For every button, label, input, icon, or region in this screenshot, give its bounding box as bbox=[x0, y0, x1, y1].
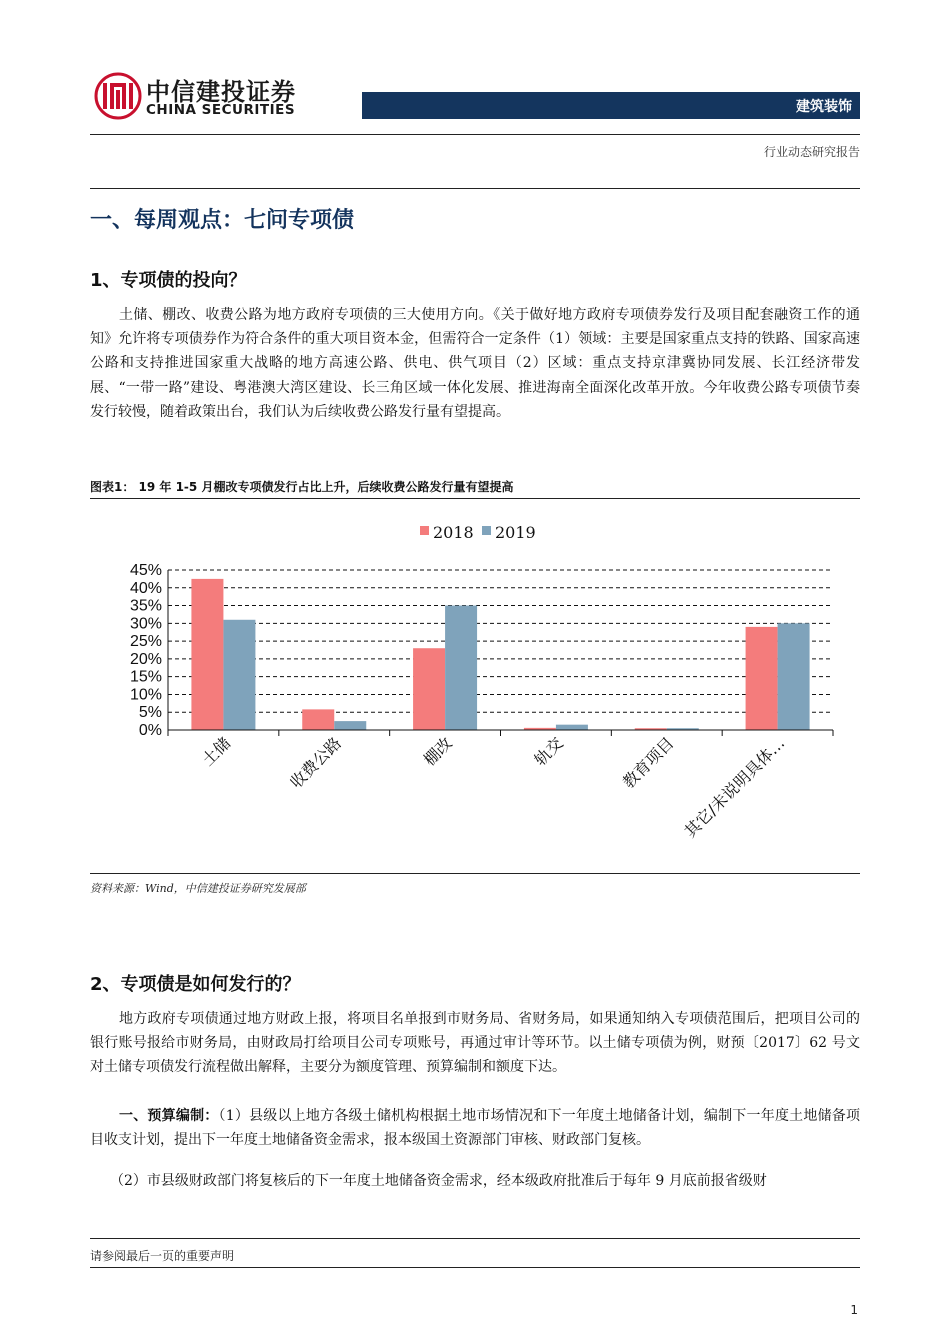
company-name-cn: 中信建投证券 bbox=[146, 78, 296, 106]
legend-label-2018: 2018 bbox=[433, 523, 474, 542]
chart-bars bbox=[191, 579, 809, 730]
figure-source: 资料来源：Wind，中信建投证券研究发展部 bbox=[90, 882, 306, 895]
y-tick-label: 20% bbox=[129, 650, 162, 668]
company-name-en: CHINA SECURITIES bbox=[146, 102, 296, 118]
bar-2018-2 bbox=[413, 648, 445, 730]
y-tick-label: 30% bbox=[129, 615, 162, 633]
footer-rule-top bbox=[90, 1238, 860, 1239]
x-category-label: 其它/未说明具体… bbox=[680, 733, 789, 842]
chart-legend bbox=[420, 523, 536, 542]
header-divider-bottom bbox=[90, 188, 860, 189]
x-category-label: 土储 bbox=[198, 733, 235, 770]
report-type: 行业动态研究报告 bbox=[763, 145, 860, 159]
bar-2018-5 bbox=[746, 627, 778, 730]
chart-gridlines bbox=[168, 570, 833, 712]
budget-label: 一、预算编制： bbox=[119, 1108, 219, 1124]
company-logo bbox=[94, 70, 304, 126]
y-tick-label: 15% bbox=[129, 668, 162, 686]
footer-rule-bottom bbox=[90, 1267, 860, 1268]
y-tick-label: 45% bbox=[129, 562, 162, 579]
y-tick-label: 0% bbox=[138, 722, 162, 739]
bar-2019-1 bbox=[334, 721, 366, 730]
question-1-paragraph: 土储、棚改、收费公路为地方政府专项债的三大使用方向。《关于做好地方政府专项债券发行及项目配套融资工作的通知》允许将专项债券作为符合条件的重大项目资本金，但需符合一定条件（1）领域：主要是国家重点支持的铁路、国家高速公路和支持推进国家重大战略的地方高速公路、供电、供气项目（2）区域：重点支持京津冀协同发展、长江经济带发展、“一带一路”建设、粤港澳大湾区建设、长三角区域一体化发展、推进海南全面深化改革开放。今年收费公路专项债节奏发行较慢，随着政策出台，我们认为后续收费公路发行量有望提高。 bbox=[90, 307, 860, 420]
y-tick-label: 40% bbox=[129, 579, 162, 597]
chart-x-axis bbox=[168, 730, 833, 841]
bar-2019-5 bbox=[778, 623, 810, 730]
question-2-paragraph-1: 地方政府专项债通过地方财政上报，将项目名单报到市财务局、省财务局，如果通知纳入专项债范围后，把项目公司的银行账号报给市财务局，由财政局打给项目公司专项账号，再通过审计等环节。以土储专项债为例，财预〔2017〕62 号文对土储专项债发行流程做出解释，主要分为额度管理、预算编制和额度下达。 bbox=[90, 1011, 860, 1076]
industry-banner bbox=[362, 92, 860, 119]
question-2-title: 2、专项债是如何发行的？ bbox=[90, 974, 301, 995]
figure-bottom-rule bbox=[90, 873, 860, 874]
question-1-title: 1、专项债的投向？ bbox=[90, 270, 247, 291]
x-category-label: 棚改 bbox=[419, 733, 456, 770]
section-title: 一、每周观点：七问专项债 bbox=[90, 208, 355, 233]
x-category-label: 教育项目 bbox=[618, 733, 678, 793]
bar-2019-2 bbox=[445, 606, 477, 730]
budget-text: （1）县级以上地方各级土储机构根据土地市场情况和下一年度土地储备计划，编制下一年度土地储备项目收支计划，提出下一年度土地储备资金需求，报本级国土资源部门审核、财政部门复核。 bbox=[90, 1108, 861, 1149]
figure-caption: 图表1： 19 年 1-5 月棚改专项债发行占比上升，后续收费公路发行量有望提高 bbox=[90, 480, 514, 494]
chart-y-axis bbox=[130, 562, 168, 739]
page-number: 1 bbox=[850, 1303, 858, 1317]
y-tick-label: 35% bbox=[129, 597, 162, 615]
bar-chart bbox=[90, 508, 860, 873]
header-divider bbox=[90, 134, 860, 135]
citic-logo-icon bbox=[94, 70, 142, 122]
bar-2018-0 bbox=[191, 579, 223, 730]
industry-label: 建筑装饰 bbox=[796, 99, 852, 115]
bar-2019-0 bbox=[223, 620, 255, 730]
legend-swatch-2018 bbox=[420, 526, 429, 535]
legend-label-2019: 2019 bbox=[495, 523, 536, 542]
footer-disclaimer: 请参阅最后一页的重要声明 bbox=[90, 1249, 235, 1263]
x-category-label: 轨交 bbox=[530, 733, 567, 770]
y-tick-label: 5% bbox=[138, 704, 162, 722]
legend-swatch-2019 bbox=[482, 526, 491, 535]
question-2-paragraph-3: （2）市县级财政部门将复核后的下一年度土地储备资金需求，经本级政府批准后于每年 9 月底前报省级财 bbox=[110, 1173, 767, 1189]
x-category-label: 收费公路 bbox=[286, 733, 346, 793]
y-tick-label: 10% bbox=[129, 686, 162, 704]
figure-top-rule bbox=[90, 498, 860, 499]
bar-2019-3 bbox=[556, 725, 588, 730]
bar-2018-1 bbox=[302, 709, 334, 730]
y-tick-label: 25% bbox=[129, 633, 162, 651]
question-2-paragraph-2 bbox=[90, 1104, 860, 1152]
